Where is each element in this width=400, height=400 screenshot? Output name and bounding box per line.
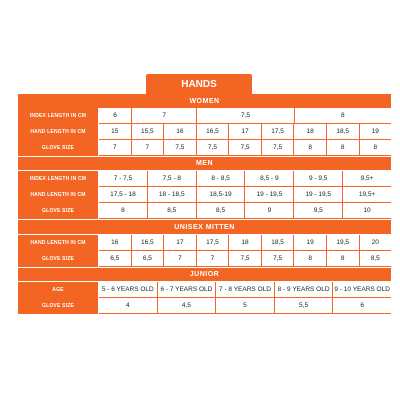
hands-title-tab: HANDS [146,74,252,94]
table-cell: 16,5 [132,235,165,251]
table-cell: 7,5 [197,140,230,156]
table-cell: 16 [99,235,132,251]
table-cell: 19 [294,235,327,251]
table-cell: 18 - 18,5 [148,187,197,203]
women-size-row [18,140,391,156]
junior-age-row [18,282,391,298]
men-hand-row [18,187,391,203]
table-cell: 8,5 [197,203,246,219]
table-cell: 5,5 [275,298,334,314]
table-cell: 18,5-19 [197,187,246,203]
table-cell: 19 - 19,5 [245,187,294,203]
women-hand-row [18,124,391,140]
table-cell: 9,5+ [343,171,391,187]
table-cell: 7 [132,108,197,124]
unisex-size-row [18,251,391,267]
table-cell: 8 [294,251,327,267]
row-label: HAND LENGTH IN CM [18,187,99,203]
junior-size-row [18,298,391,314]
table-cell: 6 [99,108,132,124]
table-cell: 9 [245,203,294,219]
table-cell: 6 - 7 YEARS OLD [158,282,217,298]
row-label: GLOVE SIZE [18,203,99,219]
men-index-row [18,171,391,187]
unisex-hand-row [18,235,391,251]
table-cell: 18,5 [262,235,295,251]
table-cell: 15,5 [132,124,165,140]
table-cell: 17,5 - 18 [99,187,148,203]
women-index-row [18,108,391,124]
men-section-header: MEN [18,157,391,170]
table-cell: 18,5 [327,124,360,140]
men-size-row [18,203,391,219]
women-section-header: WOMEN [18,94,391,108]
junior-section-header: JUNIOR [18,268,391,281]
table-cell: 8 [327,251,360,267]
table-cell: 9 - 10 YEARS OLD [333,282,391,298]
table-cell: 8 [294,140,327,156]
table-cell: 6,5 [99,251,132,267]
table-cell: 8 [295,108,391,124]
table-cell: 7 [197,251,230,267]
table-cell: 8 [360,140,392,156]
table-cell: 7,5 - 8 [148,171,197,187]
unisex-section-header: UNISEX MITTEN [18,220,391,234]
table-cell: 7 - 8 YEARS OLD [216,282,275,298]
table-cell: 16 [164,124,197,140]
row-label: GLOVE SIZE [18,298,99,314]
table-cell: 19 [360,124,392,140]
table-cell: 17,5 [197,235,230,251]
table-cell: 15 [99,124,132,140]
row-label: GLOVE SIZE [18,251,99,267]
row-label: INDEX LENGTH IN CM [18,171,99,187]
table-cell: 7 [99,140,132,156]
table-cell: 7,5 [229,140,262,156]
table-cell: 9 - 9,5 [294,171,343,187]
table-cell: 17 [229,124,262,140]
row-label: AGE [18,282,99,298]
table-cell: 18 [294,124,327,140]
table-cell: 5 [216,298,275,314]
table-cell: 17,5 [262,124,295,140]
table-cell: 7,5 [164,140,197,156]
table-cell: 19 - 19,5 [294,187,343,203]
table-cell: 8,5 [360,251,392,267]
row-label: HAND LENGTH IN CM [18,235,99,251]
table-cell: 18 [229,235,262,251]
table-cell: 8 [327,140,360,156]
table-cell: 8 [99,203,148,219]
row-label: GLOVE SIZE [18,140,99,156]
table-cell: 7,5 [197,108,294,124]
table-cell: 7,5 [229,251,262,267]
table-cell: 19,5 [327,235,360,251]
table-cell: 7,5 [262,140,295,156]
table-cell: 8 - 8,5 [197,171,246,187]
row-label: INDEX LENGTH IN CM [18,108,99,124]
table-cell: 5 - 6 YEARS OLD [99,282,158,298]
table-cell: 19,5+ [343,187,391,203]
table-cell: 6 [333,298,391,314]
table-cell: 8,5 [148,203,197,219]
table-cell: 17 [164,235,197,251]
table-cell: 10 [343,203,391,219]
table-cell: 7,5 [262,251,295,267]
table-cell: 7 [132,140,165,156]
table-cell: 8,5 - 9 [245,171,294,187]
table-cell: 7 - 7,5 [99,171,148,187]
table-cell: 20 [360,235,392,251]
table-cell: 16,5 [197,124,230,140]
table-cell: 6,5 [132,251,165,267]
table-cell: 4,5 [158,298,217,314]
row-label: HAND LENGTH IN CM [18,124,99,140]
table-cell: 7 [164,251,197,267]
table-cell: 4 [99,298,158,314]
table-cell: 8 - 9 YEARS OLD [275,282,334,298]
table-cell: 9,5 [294,203,343,219]
